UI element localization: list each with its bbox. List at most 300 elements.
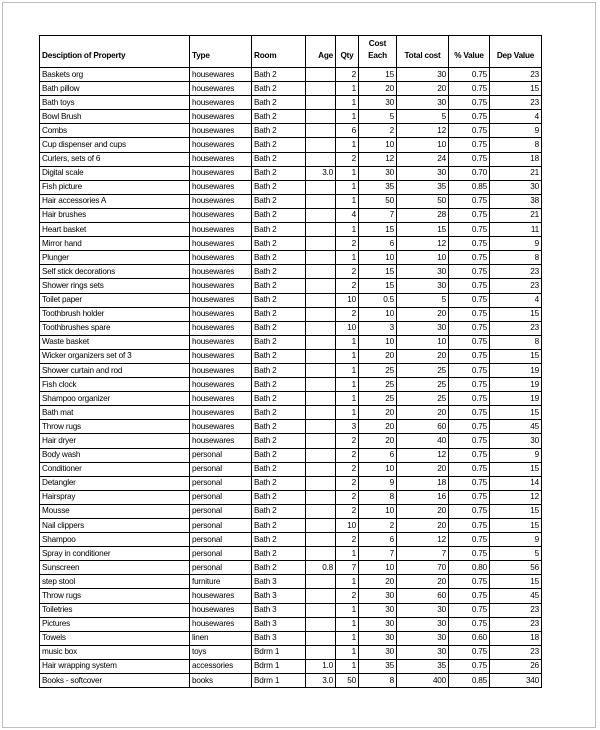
cell-type: personal — [190, 504, 252, 518]
cell-description: Toothbrush holder — [40, 307, 190, 321]
cell-dep-value: 9 — [490, 448, 542, 462]
cell-age — [306, 547, 336, 561]
cell-description: Towels — [40, 631, 190, 645]
cell-dep-value: 23 — [490, 265, 542, 279]
cell-type: housewares — [190, 138, 252, 152]
cell-pct-value: 0.75 — [449, 504, 490, 518]
cell-pct-value: 0.75 — [449, 420, 490, 434]
cell-total-cost: 15 — [397, 223, 449, 237]
cell-dep-value: 23 — [490, 96, 542, 110]
cell-qty: 1 — [336, 406, 359, 420]
cell-qty: 1 — [336, 363, 359, 377]
header-cost-each — [359, 36, 397, 68]
header-cost-line2: Each — [368, 51, 387, 60]
table-row — [40, 659, 542, 673]
cell-pct-value: 0.75 — [449, 448, 490, 462]
cell-total-cost: 24 — [397, 152, 449, 166]
cell-description: Bath mat — [40, 406, 190, 420]
table-row — [40, 575, 542, 589]
cell-type: housewares — [190, 392, 252, 406]
cell-dep-value: 8 — [490, 335, 542, 349]
cell-type: personal — [190, 476, 252, 490]
table-row — [40, 462, 542, 476]
cell-pct-value: 0.75 — [449, 335, 490, 349]
cell-type: housewares — [190, 96, 252, 110]
cell-dep-value: 14 — [490, 476, 542, 490]
cell-dep-value: 15 — [490, 82, 542, 96]
cell-cost-each: 35 — [359, 659, 397, 673]
cell-age — [306, 293, 336, 307]
cell-cost-each: 30 — [359, 166, 397, 180]
cell-room: Bath 2 — [252, 293, 306, 307]
cell-dep-value: 9 — [490, 533, 542, 547]
cell-room: Bath 2 — [252, 504, 306, 518]
cell-total-cost: 25 — [397, 392, 449, 406]
cell-description: Shower curtain and rod — [40, 363, 190, 377]
cell-qty: 50 — [336, 674, 359, 688]
table-row — [40, 110, 542, 124]
cell-total-cost: 18 — [397, 476, 449, 490]
cell-pct-value: 0.75 — [449, 138, 490, 152]
cell-type: housewares — [190, 110, 252, 124]
cell-cost-each: 6 — [359, 237, 397, 251]
table-row — [40, 208, 542, 222]
cell-pct-value: 0.75 — [449, 617, 490, 631]
cell-total-cost: 12 — [397, 448, 449, 462]
cell-dep-value: 23 — [490, 279, 542, 293]
cell-qty: 1 — [336, 645, 359, 659]
cell-description: Wicker organizers set of 3 — [40, 349, 190, 363]
spreadsheet-page — [2, 2, 596, 728]
cell-qty: 1 — [336, 617, 359, 631]
cell-total-cost: 400 — [397, 674, 449, 688]
cell-room: Bath 2 — [252, 124, 306, 138]
cell-description: Detangler — [40, 476, 190, 490]
cell-description: Hairspray — [40, 490, 190, 504]
cell-total-cost: 20 — [397, 406, 449, 420]
table-row — [40, 420, 542, 434]
cell-age — [306, 208, 336, 222]
cell-age — [306, 448, 336, 462]
cell-room: Bath 2 — [252, 208, 306, 222]
cell-qty: 1 — [336, 349, 359, 363]
cell-room: Bath 2 — [252, 476, 306, 490]
table-row — [40, 349, 542, 363]
cell-cost-each: 5 — [359, 110, 397, 124]
cell-room: Bath 2 — [252, 561, 306, 575]
cell-type: housewares — [190, 208, 252, 222]
cell-type: housewares — [190, 166, 252, 180]
cell-dep-value: 15 — [490, 462, 542, 476]
cell-total-cost: 5 — [397, 293, 449, 307]
cell-type: housewares — [190, 307, 252, 321]
table-row — [40, 363, 542, 377]
table-row — [40, 589, 542, 603]
cell-room: Bath 2 — [252, 110, 306, 124]
cell-dep-value: 4 — [490, 110, 542, 124]
cell-total-cost: 30 — [397, 265, 449, 279]
cell-room: Bath 2 — [252, 335, 306, 349]
cell-room: Bath 2 — [252, 138, 306, 152]
table-row — [40, 434, 542, 448]
cell-type: housewares — [190, 152, 252, 166]
cell-type: books — [190, 674, 252, 688]
cell-cost-each: 8 — [359, 674, 397, 688]
cell-description: Pictures — [40, 617, 190, 631]
cell-dep-value: 19 — [490, 378, 542, 392]
cell-age: 0.8 — [306, 561, 336, 575]
cell-cost-each: 10 — [359, 335, 397, 349]
cell-cost-each: 6 — [359, 448, 397, 462]
cell-cost-each: 9 — [359, 476, 397, 490]
table-row — [40, 68, 542, 82]
cell-cost-each: 12 — [359, 152, 397, 166]
cell-pct-value: 0.75 — [449, 434, 490, 448]
cell-total-cost: 12 — [397, 533, 449, 547]
cell-cost-each: 30 — [359, 96, 397, 110]
cell-cost-each: 20 — [359, 82, 397, 96]
cell-pct-value: 0.75 — [449, 349, 490, 363]
cell-dep-value: 30 — [490, 434, 542, 448]
cell-type: housewares — [190, 420, 252, 434]
cell-type: housewares — [190, 237, 252, 251]
table-header-row — [40, 36, 542, 68]
cell-type: housewares — [190, 406, 252, 420]
cell-total-cost: 28 — [397, 208, 449, 222]
header-pct-value: % Value — [449, 36, 490, 68]
cell-description: Nail clippers — [40, 519, 190, 533]
table-row — [40, 237, 542, 251]
cell-type: housewares — [190, 251, 252, 265]
cell-qty: 1 — [336, 223, 359, 237]
cell-age — [306, 575, 336, 589]
cell-dep-value: 9 — [490, 237, 542, 251]
cell-pct-value: 0.80 — [449, 561, 490, 575]
cell-age — [306, 504, 336, 518]
cell-cost-each: 10 — [359, 307, 397, 321]
cell-qty: 1 — [336, 547, 359, 561]
cell-description: Hair accessories A — [40, 194, 190, 208]
table-row — [40, 96, 542, 110]
cell-cost-each: 2 — [359, 124, 397, 138]
cell-pct-value: 0.75 — [449, 547, 490, 561]
cell-qty: 2 — [336, 533, 359, 547]
cell-type: personal — [190, 533, 252, 547]
cell-total-cost: 5 — [397, 110, 449, 124]
cell-room: Bath 3 — [252, 617, 306, 631]
cell-dep-value: 30 — [490, 180, 542, 194]
cell-type: housewares — [190, 349, 252, 363]
cell-dep-value: 38 — [490, 194, 542, 208]
cell-qty: 2 — [336, 476, 359, 490]
cell-room: Bath 2 — [252, 152, 306, 166]
cell-cost-each: 15 — [359, 265, 397, 279]
cell-cost-each: 15 — [359, 223, 397, 237]
cell-description: Hair dryer — [40, 434, 190, 448]
cell-description: Shampoo — [40, 533, 190, 547]
cell-room: Bath 2 — [252, 96, 306, 110]
cell-description: Mousse — [40, 504, 190, 518]
cell-total-cost: 20 — [397, 504, 449, 518]
cell-description: Shampoo organizer — [40, 392, 190, 406]
cell-description: Curlers, sets of 6 — [40, 152, 190, 166]
cell-type: housewares — [190, 194, 252, 208]
cell-pct-value: 0.75 — [449, 237, 490, 251]
cell-type: housewares — [190, 378, 252, 392]
cell-room: Bath 2 — [252, 251, 306, 265]
cell-pct-value: 0.75 — [449, 378, 490, 392]
cell-type: personal — [190, 462, 252, 476]
cell-room: Bath 2 — [252, 533, 306, 547]
cell-room: Bath 3 — [252, 575, 306, 589]
cell-total-cost: 10 — [397, 251, 449, 265]
cell-room: Bath 2 — [252, 349, 306, 363]
cell-total-cost: 10 — [397, 138, 449, 152]
cell-age: 1.0 — [306, 659, 336, 673]
cell-dep-value: 8 — [490, 138, 542, 152]
cell-cost-each: 3 — [359, 321, 397, 335]
cell-dep-value: 19 — [490, 392, 542, 406]
cell-total-cost: 30 — [397, 631, 449, 645]
cell-description: Bowl Brush — [40, 110, 190, 124]
cell-total-cost: 30 — [397, 645, 449, 659]
cell-total-cost: 20 — [397, 462, 449, 476]
cell-total-cost: 35 — [397, 180, 449, 194]
cell-room: Bath 3 — [252, 603, 306, 617]
cell-type: housewares — [190, 603, 252, 617]
cell-dep-value: 21 — [490, 166, 542, 180]
cell-room: Bath 2 — [252, 547, 306, 561]
cell-pct-value: 0.75 — [449, 82, 490, 96]
cell-description: Baskets org — [40, 68, 190, 82]
cell-room: Bath 2 — [252, 68, 306, 82]
cell-cost-each: 20 — [359, 420, 397, 434]
cell-dep-value: 9 — [490, 124, 542, 138]
cell-pct-value: 0.75 — [449, 279, 490, 293]
cell-qty: 2 — [336, 490, 359, 504]
cell-qty: 2 — [336, 448, 359, 462]
cell-total-cost: 70 — [397, 561, 449, 575]
table-row — [40, 180, 542, 194]
cell-qty: 1 — [336, 631, 359, 645]
table-row — [40, 321, 542, 335]
cell-cost-each: 20 — [359, 575, 397, 589]
cell-pct-value: 0.75 — [449, 589, 490, 603]
cell-pct-value: 0.75 — [449, 96, 490, 110]
cell-type: housewares — [190, 124, 252, 138]
cell-description: Books - softcover — [40, 674, 190, 688]
table-row — [40, 561, 542, 575]
cell-age — [306, 645, 336, 659]
cell-cost-each: 20 — [359, 349, 397, 363]
cell-total-cost: 60 — [397, 420, 449, 434]
cell-dep-value: 5 — [490, 547, 542, 561]
cell-qty: 1 — [336, 335, 359, 349]
header-dep-value: Dep Value — [490, 36, 542, 68]
cell-pct-value: 0.85 — [449, 674, 490, 688]
cell-qty: 2 — [336, 307, 359, 321]
cell-dep-value: 21 — [490, 208, 542, 222]
cell-room: Bath 2 — [252, 434, 306, 448]
cell-cost-each: 8 — [359, 490, 397, 504]
table-row — [40, 490, 542, 504]
cell-total-cost: 16 — [397, 490, 449, 504]
cell-qty: 3 — [336, 420, 359, 434]
cell-description: Spray in conditioner — [40, 547, 190, 561]
cell-cost-each: 10 — [359, 251, 397, 265]
cell-total-cost: 20 — [397, 349, 449, 363]
cell-age — [306, 279, 336, 293]
cell-description: Conditioner — [40, 462, 190, 476]
cell-dep-value: 15 — [490, 519, 542, 533]
cell-description: Heart basket — [40, 223, 190, 237]
cell-dep-value: 23 — [490, 617, 542, 631]
cell-age — [306, 237, 336, 251]
cell-description: music box — [40, 645, 190, 659]
cell-age — [306, 434, 336, 448]
property-inventory-table — [39, 35, 542, 688]
table-row — [40, 335, 542, 349]
cell-pct-value: 0.75 — [449, 406, 490, 420]
cell-qty: 1 — [336, 110, 359, 124]
cell-dep-value: 23 — [490, 68, 542, 82]
cell-pct-value: 0.75 — [449, 321, 490, 335]
header-type: Type — [190, 36, 252, 68]
cell-room: Bath 2 — [252, 321, 306, 335]
cell-qty: 2 — [336, 68, 359, 82]
cell-room: Bath 2 — [252, 519, 306, 533]
cell-cost-each: 30 — [359, 645, 397, 659]
cell-age — [306, 251, 336, 265]
cell-description: Self stick decorations — [40, 265, 190, 279]
cell-room: Bath 2 — [252, 462, 306, 476]
cell-pct-value: 0.75 — [449, 293, 490, 307]
cell-dep-value: 15 — [490, 349, 542, 363]
cell-description: Hair wrapping system — [40, 659, 190, 673]
cell-qty: 1 — [336, 378, 359, 392]
cell-pct-value: 0.75 — [449, 603, 490, 617]
cell-cost-each: 7 — [359, 208, 397, 222]
cell-description: Throw rugs — [40, 420, 190, 434]
cell-total-cost: 20 — [397, 307, 449, 321]
cell-qty: 2 — [336, 434, 359, 448]
cell-room: Bath 2 — [252, 406, 306, 420]
cell-cost-each: 35 — [359, 180, 397, 194]
cell-age — [306, 363, 336, 377]
cell-type: housewares — [190, 321, 252, 335]
cell-room: Bath 2 — [252, 237, 306, 251]
cell-room: Bath 2 — [252, 180, 306, 194]
table-row — [40, 194, 542, 208]
cell-description: Body wash — [40, 448, 190, 462]
cell-dep-value: 15 — [490, 307, 542, 321]
cell-type: housewares — [190, 363, 252, 377]
cell-total-cost: 30 — [397, 617, 449, 631]
table-row — [40, 307, 542, 321]
cell-room: Bath 2 — [252, 363, 306, 377]
cell-type: housewares — [190, 265, 252, 279]
cell-dep-value: 340 — [490, 674, 542, 688]
cell-qty: 7 — [336, 561, 359, 575]
cell-dep-value: 23 — [490, 321, 542, 335]
table-row — [40, 519, 542, 533]
cell-room: Bath 2 — [252, 420, 306, 434]
cell-age — [306, 223, 336, 237]
cell-total-cost: 50 — [397, 194, 449, 208]
cell-pct-value: 0.75 — [449, 476, 490, 490]
cell-dep-value: 18 — [490, 631, 542, 645]
cell-dep-value: 45 — [490, 589, 542, 603]
table-body — [40, 68, 542, 688]
cell-pct-value: 0.75 — [449, 152, 490, 166]
cell-qty: 2 — [336, 462, 359, 476]
cell-dep-value: 12 — [490, 490, 542, 504]
cell-qty: 1 — [336, 138, 359, 152]
cell-type: personal — [190, 519, 252, 533]
cell-age — [306, 378, 336, 392]
cell-description: Sunscreen — [40, 561, 190, 575]
cell-pct-value: 0.75 — [449, 363, 490, 377]
cell-cost-each: 6 — [359, 533, 397, 547]
cell-description: Fish picture — [40, 180, 190, 194]
cell-room: Bath 2 — [252, 82, 306, 96]
cell-dep-value: 23 — [490, 645, 542, 659]
cell-age — [306, 519, 336, 533]
cell-dep-value: 26 — [490, 659, 542, 673]
cell-pct-value: 0.75 — [449, 194, 490, 208]
cell-total-cost: 20 — [397, 82, 449, 96]
cell-dep-value: 4 — [490, 293, 542, 307]
header-qty: Qty — [336, 36, 359, 68]
cell-type: accessories — [190, 659, 252, 673]
cell-total-cost: 25 — [397, 363, 449, 377]
cell-dep-value: 11 — [490, 223, 542, 237]
cell-qty: 2 — [336, 237, 359, 251]
cell-cost-each: 15 — [359, 279, 397, 293]
cell-cost-each: 10 — [359, 138, 397, 152]
cell-age — [306, 194, 336, 208]
cell-age — [306, 124, 336, 138]
cell-age: 3.0 — [306, 674, 336, 688]
cell-dep-value: 23 — [490, 603, 542, 617]
cell-type: housewares — [190, 82, 252, 96]
cell-cost-each: 25 — [359, 392, 397, 406]
cell-age — [306, 96, 336, 110]
header-room: Room — [252, 36, 306, 68]
table-row — [40, 82, 542, 96]
cell-cost-each: 50 — [359, 194, 397, 208]
cell-room: Bath 3 — [252, 589, 306, 603]
cell-description: Bath toys — [40, 96, 190, 110]
cell-room: Bath 2 — [252, 490, 306, 504]
table-row — [40, 533, 542, 547]
cell-age — [306, 533, 336, 547]
cell-room: Bath 2 — [252, 307, 306, 321]
table-row — [40, 504, 542, 518]
cell-dep-value: 45 — [490, 420, 542, 434]
cell-age — [306, 321, 336, 335]
cell-age — [306, 406, 336, 420]
table-row — [40, 166, 542, 180]
cell-description: Combs — [40, 124, 190, 138]
cell-type: housewares — [190, 68, 252, 82]
cell-age — [306, 152, 336, 166]
cell-qty: 2 — [336, 504, 359, 518]
cell-total-cost: 7 — [397, 547, 449, 561]
cell-pct-value: 0.75 — [449, 462, 490, 476]
cell-age — [306, 490, 336, 504]
cell-pct-value: 0.75 — [449, 575, 490, 589]
